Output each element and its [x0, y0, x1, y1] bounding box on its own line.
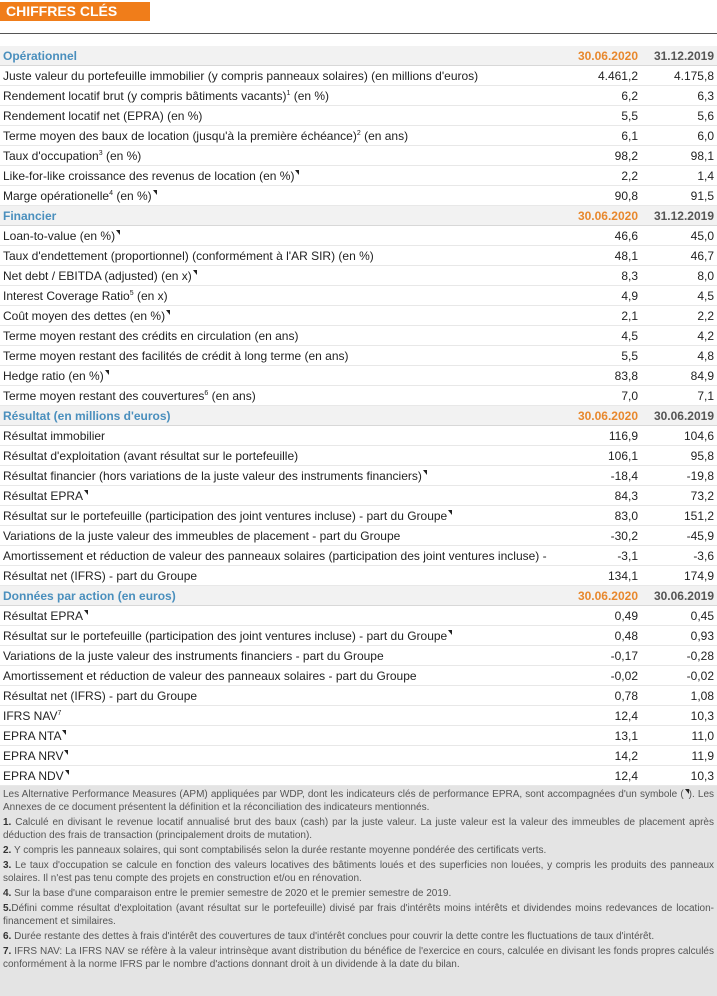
table-row [0, 426, 717, 446]
column-header-current: 30.06.2020 [577, 588, 638, 603]
section-header [0, 406, 717, 426]
apm-marker-icon [62, 730, 66, 735]
row-label-text: Juste valeur du portefeuille immobilier (y compris panneaux solaires) (en millions d'euros) [3, 68, 479, 83]
apm-marker-icon [193, 270, 197, 275]
table-row [0, 86, 717, 106]
apm-marker-icon [84, 610, 88, 615]
apm-marker-icon [295, 170, 299, 175]
footnote-ref: 5 [129, 289, 134, 297]
table-row [0, 126, 717, 146]
table-row [0, 446, 717, 466]
value-current: 12,4 [614, 708, 638, 723]
value-previous: 98,1 [690, 148, 714, 163]
value-previous: 73,2 [690, 488, 714, 503]
table-row [0, 246, 717, 266]
value-current: 0,48 [614, 628, 638, 643]
value-current: 83,8 [614, 368, 638, 383]
row-label [0, 489, 568, 503]
row-label-text: Loan-to-value (en %) [3, 228, 116, 243]
footnote-ref: 7 [57, 709, 62, 717]
table-row [0, 746, 717, 766]
apm-marker-icon [105, 370, 109, 375]
value-previous: 7,1 [697, 388, 714, 403]
row-label [0, 549, 568, 563]
value-current: 5,5 [621, 348, 638, 363]
value-previous: 1,4 [697, 168, 714, 183]
section-header [0, 586, 717, 606]
row-label-text: Variations de la juste valeur des instruments financiers - part du Groupe [3, 648, 384, 663]
row-label-unit: (en %) [102, 148, 142, 163]
value-current: 4,9 [621, 288, 638, 303]
footnote-text: Calculé en divisant le revenue locatif annualisé brut des baux (cash) par la juste valeur. La juste valeur est la valeur des immeubles de placement après déduction des frais de transaction (principalement droits de mutation). [3, 817, 714, 841]
key-figures-table [0, 46, 717, 786]
footnote-item [3, 816, 714, 842]
value-current: -0,17 [610, 648, 638, 663]
value-previous: 10,3 [690, 708, 714, 723]
table-row [0, 546, 717, 566]
footnote-text: Défini comme résultat d'exploitation (avant résultat sur le portefeuille) divisé par frais d'intérêts moins intérêts et dividendes moins redevances de location-financement et similaires. [3, 903, 714, 927]
page-header [0, 0, 717, 34]
value-current: 106,1 [607, 448, 638, 463]
footnote-number: 3. [3, 860, 12, 871]
table-row [0, 526, 717, 546]
footnote-number: 4. [3, 888, 12, 899]
apm-marker-icon [153, 190, 157, 195]
row-label [0, 369, 568, 383]
row-label-text: Interest Coverage Ratio [3, 288, 130, 303]
row-label-text: Résultat sur le portefeuille (participation des joint ventures incluse) - part du Groupe [3, 508, 448, 523]
column-header-current: 30.06.2020 [577, 208, 638, 223]
value-current: 84,3 [614, 488, 638, 503]
row-label-unit: (en ans) [208, 388, 256, 403]
row-label [0, 709, 568, 723]
apm-marker-icon [65, 770, 69, 775]
table-row [0, 666, 717, 686]
column-header-current: 30.06.2020 [577, 408, 638, 423]
section-header [0, 46, 717, 66]
footnote-intro-text-b: ). Les Annexes de ce document présentent la définition et la réconciliation des indicateurs mentionnés. [3, 789, 715, 813]
row-label [0, 89, 568, 103]
apm-marker-icon [448, 510, 452, 515]
row-label [0, 769, 568, 783]
row-label [0, 469, 568, 483]
table-row [0, 346, 717, 366]
value-previous: -45,9 [686, 528, 714, 543]
value-previous: 174,9 [683, 568, 714, 583]
row-label-text: Variations de la juste valeur des immeubles de placement - part du Groupe [3, 528, 401, 543]
value-previous: 11,9 [691, 748, 714, 763]
value-previous: -19,8 [686, 468, 714, 483]
footnote-ref: 6 [204, 389, 209, 397]
table-row [0, 186, 717, 206]
column-header-previous: 30.06.2019 [653, 588, 714, 603]
table-row [0, 226, 717, 246]
value-current: 6,2 [621, 88, 638, 103]
row-label [0, 689, 568, 703]
value-current: 116,9 [608, 428, 638, 443]
footnote-number: 6. [3, 931, 12, 942]
value-previous: 151,2 [683, 508, 714, 523]
row-label-text: EPRA NTA [3, 728, 62, 743]
row-label-text: Taux d'endettement (proportionnel) (conformément à l'AR SIR) (en %) [3, 248, 374, 263]
row-label [0, 169, 568, 183]
value-previous: 8,0 [697, 268, 714, 283]
table-row [0, 466, 717, 486]
column-header-previous: 31.12.2019 [653, 208, 714, 223]
row-label-text: EPRA NRV [3, 748, 64, 763]
value-current: -3,1 [617, 548, 638, 563]
column-header-current: 30.06.2020 [577, 48, 638, 63]
row-label [0, 509, 568, 523]
value-current: 134,1 [607, 568, 638, 583]
footnote-number: 1. [3, 817, 12, 828]
footnote-text: IFRS NAV: La IFRS NAV se réfère à la valeur intrinsèque avant distribution du bénéfice de l'exercice en cours, calculée en divisant les fonds propres calculés conformément à la norme IFRS par le nombre d'actions donnant droit à un dividende à la date du bilan. [3, 946, 714, 970]
table-row [0, 646, 717, 666]
footnote-list [3, 816, 714, 971]
value-current: 14,2 [614, 748, 638, 763]
row-label [0, 349, 568, 363]
value-current: 0,49 [614, 608, 638, 623]
value-current: 46,6 [614, 228, 638, 243]
apm-marker-icon [166, 310, 170, 315]
row-label-text: Amortissement et réduction de valeur des panneaux solaires - part du Groupe [3, 668, 417, 683]
value-previous: 46,7 [690, 248, 714, 263]
footnotes [0, 786, 717, 996]
row-label-text: Like-for-like croissance des revenus de location (en %) [3, 168, 295, 183]
value-current: 48,1 [614, 248, 638, 263]
value-previous: 0,93 [690, 628, 714, 643]
footnote-ref: 4 [109, 189, 113, 197]
value-current: 8,3 [621, 268, 638, 283]
row-label-text: Résultat EPRA [3, 488, 84, 503]
value-previous: -0,02 [686, 668, 714, 683]
apm-marker-icon [84, 490, 88, 495]
column-header-previous: 31.12.2019 [653, 48, 714, 63]
value-current: 98,2 [614, 148, 638, 163]
table-row [0, 386, 717, 406]
footnote-number: 2. [3, 845, 12, 856]
row-label-text: Résultat immobilier [3, 428, 106, 443]
row-label-text: Amortissement et réduction de valeur des panneaux solaires (participation des joint ventures incluse) - [3, 548, 547, 563]
section-title: Résultat (en millions d'euros) [3, 408, 171, 423]
footnote-intro-text-a: Les Alternative Performance Measures (APM) appliquées par WDP, dont les indicateurs clés de performance EPRA, sont accompagnées d'un symbole ( [3, 789, 684, 800]
footnote-item [3, 844, 714, 857]
table-row [0, 506, 717, 526]
value-current: 5,5 [621, 108, 638, 123]
row-label-text: IFRS NAV [3, 708, 58, 723]
row-label [0, 449, 568, 463]
row-label [0, 189, 568, 203]
row-label-text: Résultat financier (hors variations de la juste valeur des instruments financiers) [3, 468, 422, 483]
row-label-text: Rendement locatif brut (y compris bâtiments vacants) [3, 88, 287, 103]
table-row [0, 106, 717, 126]
section-title: Opérationnel [3, 48, 78, 63]
row-label [0, 749, 568, 763]
table-row [0, 66, 717, 86]
value-current: 7,0 [621, 388, 638, 403]
footnote-item [3, 859, 714, 885]
apm-marker-icon [64, 750, 68, 755]
table-row [0, 286, 717, 306]
row-label [0, 609, 568, 623]
value-previous: 4,5 [697, 288, 714, 303]
table-row [0, 146, 717, 166]
table-row [0, 486, 717, 506]
row-label-text: Résultat sur le portefeuille (participation des joint ventures incluse) - part du Groupe [3, 628, 448, 643]
value-current: 83,0 [614, 508, 638, 523]
footnote-ref: 2 [356, 129, 361, 137]
footnote-item [3, 930, 714, 943]
row-label-text: Terme moyen restant des crédits en circulation (en ans) [3, 328, 299, 343]
value-previous: 0,45 [690, 608, 714, 623]
table-row [0, 686, 717, 706]
row-label-unit: (en ans) [360, 128, 409, 143]
apm-marker-icon [448, 630, 452, 635]
table-row [0, 326, 717, 346]
table-row [0, 706, 717, 726]
row-label-text: Résultat net (IFRS) - part du Groupe [3, 688, 198, 703]
table-row [0, 306, 717, 326]
row-label-text: Résultat d'exploitation (avant résultat sur le portefeuille) [3, 448, 299, 463]
value-previous: 10,3 [690, 768, 714, 783]
value-previous: 84,9 [690, 368, 714, 383]
value-previous: 4.175,8 [673, 68, 714, 83]
row-label [0, 389, 568, 403]
row-label [0, 249, 568, 263]
value-previous: 104,6 [683, 428, 714, 443]
table-row [0, 766, 717, 786]
row-label-text: Hedge ratio (en %) [3, 368, 104, 383]
footnote-text: Durée restante des dettes à frais d'intérêt des couvertures de taux d'intérêt conclues pour couvrir la dette contre les fluctuations de taux d'intérêt. [11, 931, 655, 942]
value-current: 13,1 [614, 728, 638, 743]
row-label-text: Marge opérationelle [3, 188, 110, 203]
row-label [0, 229, 568, 243]
value-current: 90,8 [614, 188, 638, 203]
row-label [0, 129, 568, 143]
value-current: -30,2 [610, 528, 638, 543]
row-label-text: EPRA NDV [3, 768, 64, 783]
value-previous: 1,08 [690, 688, 714, 703]
footnote-text: Sur la base d'une comparaison entre le premier semestre de 2020 et le premier semestre de 2019. [11, 888, 452, 899]
column-header-previous: 30.06.2019 [653, 408, 714, 423]
section-title: Financier [3, 208, 57, 223]
header-divider [0, 33, 717, 34]
table-row [0, 626, 717, 646]
footnote-number: 5. [3, 903, 12, 914]
row-label-unit: (en x) [133, 288, 168, 303]
row-label-unit: (en %) [290, 88, 330, 103]
value-previous: 2,2 [697, 308, 714, 323]
row-label [0, 329, 568, 343]
value-current: 4,5 [621, 328, 638, 343]
row-label [0, 529, 568, 543]
row-label [0, 109, 568, 123]
page-title: CHIFFRES CLÉS [0, 2, 150, 21]
value-current: 6,1 [621, 128, 638, 143]
row-label-text: Terme moyen restant des couvertures [3, 388, 205, 403]
table-row [0, 366, 717, 386]
table-row [0, 266, 717, 286]
row-label-unit: (en %) [112, 188, 152, 203]
row-label-text: Taux d'occupation [3, 148, 99, 163]
table-row [0, 726, 717, 746]
value-previous: 6,0 [697, 128, 714, 143]
footnote-text: Y compris les panneaux solaires, qui sont comptabilisés selon la durée restante moyenne pondérée des certificats verts. [11, 845, 547, 856]
value-current: -18,4 [610, 468, 638, 483]
row-label [0, 289, 568, 303]
value-previous: -0,28 [686, 648, 714, 663]
value-previous: 5,6 [697, 108, 714, 123]
footnote-ref: 3 [98, 149, 103, 157]
row-label-text: Terme moyen des baux de location (jusqu'à la première échéance) [3, 128, 357, 143]
value-current: 2,2 [621, 168, 638, 183]
value-current: 0,78 [614, 688, 638, 703]
footnote-item [3, 902, 714, 928]
footnote-item [3, 945, 714, 971]
section-title: Données par action (en euros) [3, 588, 176, 603]
row-label [0, 669, 568, 683]
footnote-text: Le taux d'occupation se calcule en fonction des valeurs locatives des bâtiments loués et des superficies non louées, y compris les produits des panneaux solaires. Il n'est pas tenu compte des projets en construction et/ou en rénovation. [3, 860, 714, 884]
value-previous: 6,3 [697, 88, 714, 103]
apm-marker-icon [116, 230, 120, 235]
table-row [0, 166, 717, 186]
table-row [0, 606, 717, 626]
value-current: 2,1 [621, 308, 638, 323]
row-label [0, 269, 568, 283]
row-label [0, 149, 568, 163]
row-label-text: Coût moyen des dettes (en %) [3, 308, 166, 323]
row-label [0, 429, 568, 443]
value-previous: -3,6 [693, 548, 714, 563]
value-current: 12,4 [614, 768, 638, 783]
value-previous: 95,8 [690, 448, 714, 463]
value-previous: 11,0 [691, 728, 714, 743]
section-header [0, 206, 717, 226]
row-label [0, 649, 568, 663]
value-previous: 4,2 [697, 328, 714, 343]
row-label [0, 69, 568, 83]
row-label [0, 309, 568, 323]
row-label-text: Résultat EPRA [3, 608, 84, 623]
value-previous: 45,0 [690, 228, 714, 243]
row-label-text: Terme moyen restant des facilités de crédit à long terme (en ans) [3, 348, 349, 363]
value-current: -0,02 [610, 668, 638, 683]
table-row [0, 566, 717, 586]
footnote-item [3, 887, 714, 900]
row-label-text: Rendement locatif net (EPRA) (en %) [3, 108, 203, 123]
row-label [0, 729, 568, 743]
apm-marker-icon [423, 470, 427, 475]
row-label-text: Net debt / EBITDA (adjusted) (en x) [3, 268, 192, 283]
value-previous: 4,8 [697, 348, 714, 363]
row-label-text: Résultat net (IFRS) - part du Groupe [3, 568, 198, 583]
row-label [0, 629, 568, 643]
value-current: 4.461,2 [597, 68, 638, 83]
row-label [0, 569, 568, 583]
footnote-ref: 1 [286, 89, 291, 97]
value-previous: 91,5 [690, 188, 714, 203]
footnote-intro [3, 788, 714, 814]
footnote-number: 7. [3, 946, 12, 957]
